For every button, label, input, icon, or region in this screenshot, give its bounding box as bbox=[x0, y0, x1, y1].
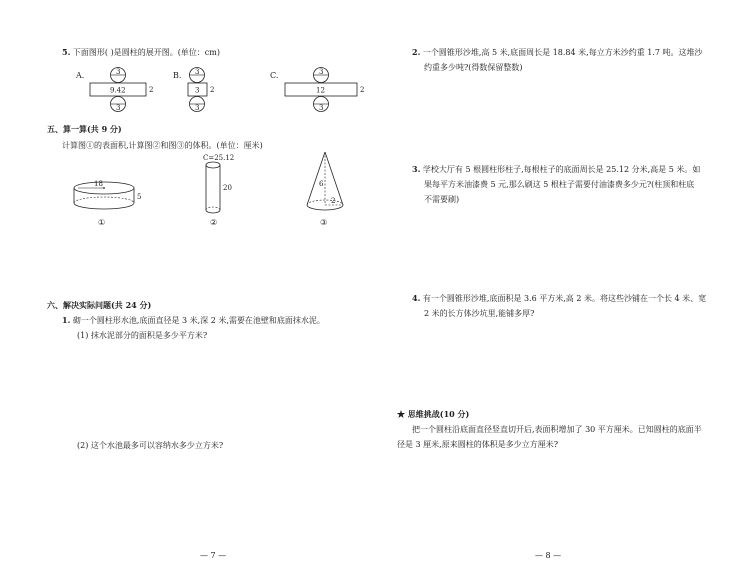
figure-1-caption: ① bbox=[98, 218, 106, 227]
figure-3-caption: ③ bbox=[320, 218, 328, 227]
option-b-bottom-radius: 3 bbox=[195, 104, 200, 112]
challenge-line-2: 径是 3 厘米,原来圆柱的体积是多少立方厘米? bbox=[397, 440, 559, 449]
question-5 bbox=[62, 47, 220, 58]
section-5-text: 计算图①的表面积,计算图②和图③的体积。(单位：厘米) bbox=[62, 141, 263, 150]
question-3-line-2: 果每平方米油漆费 5 元,那么刷这 5 根柱子需要付油漆费多少元?(柱顶和柱底 bbox=[424, 180, 695, 189]
question-text-line: 学校大厅有 5 根圆柱形柱子,每根柱子的底面周长是 25.12 分米,高是 5 米。如 bbox=[422, 165, 701, 174]
option-a-bottom-radius: 3 bbox=[116, 104, 121, 112]
question-text-line: 有一个圆锥形沙堆,底面积是 3.6 平方米,高 2 米。将这些沙铺在一个长 4 米、宽 bbox=[422, 294, 707, 303]
option-b-rect-width: 2 bbox=[210, 86, 215, 94]
question-2 bbox=[412, 47, 703, 58]
section-5-title: 五、算一算(共 9 分) bbox=[47, 124, 122, 134]
option-c-label: C. bbox=[270, 71, 279, 80]
option-a-net bbox=[85, 67, 155, 115]
star-icon: ★ bbox=[397, 409, 405, 419]
figure-2-circumference-label: C=25.12 bbox=[203, 154, 235, 162]
figure-3-cone bbox=[300, 150, 350, 216]
question-1 bbox=[62, 315, 325, 326]
option-b-label: B. bbox=[173, 71, 182, 80]
question-number: 5. bbox=[62, 47, 71, 57]
question-1-part-2: (2) 这个水池最多可以容纳水多少立方米? bbox=[77, 441, 224, 450]
question-2-line-2: 约重多少吨?(得数保留整数) bbox=[424, 63, 523, 72]
figure-2-cylinder bbox=[200, 160, 236, 216]
page-number-right: — 8 — bbox=[535, 551, 562, 560]
question-4 bbox=[412, 293, 706, 304]
section-6-title: 六、解决实际问题(共 24 分) bbox=[47, 300, 152, 310]
figure-3-radius-label: 2 bbox=[331, 197, 336, 205]
figure-2-caption: ② bbox=[210, 218, 218, 227]
figure-1-diameter-label: 18 bbox=[94, 180, 103, 188]
option-a-label: A. bbox=[76, 71, 85, 80]
question-text: 下面图形( )是圆柱的展开图。(单位：cm) bbox=[72, 48, 220, 57]
question-1-part-1: (1) 抹水泥部分的面积是多少平方米? bbox=[77, 331, 208, 340]
question-number: 2. bbox=[412, 47, 421, 57]
option-c-rect-width: 2 bbox=[360, 86, 365, 94]
question-number: 4. bbox=[412, 293, 421, 303]
question-3 bbox=[412, 164, 700, 175]
question-number: 3. bbox=[412, 164, 421, 174]
question-text: 砌一个圆柱形水池,底面直径是 3 米,深 2 米,需要在池壁和底面抹水泥。 bbox=[72, 316, 325, 325]
option-a-rect-length: 9.42 bbox=[110, 86, 126, 95]
option-b-net bbox=[183, 67, 223, 115]
figure-2-height-label: 20 bbox=[223, 184, 232, 192]
option-a-rect-width: 2 bbox=[149, 86, 154, 94]
question-3-line-3: 不需要刷) bbox=[424, 195, 460, 204]
question-4-line-2: 2 米的长方体沙坑里,能铺多厚? bbox=[424, 309, 535, 318]
question-text-line: 一个圆锥形沙堆,高 5 米,底面周长是 18.84 米,每立方米沙约重 1.7 吨。这堆沙 bbox=[422, 48, 703, 57]
option-c-net bbox=[280, 67, 370, 115]
question-number: 1. bbox=[62, 315, 71, 325]
option-b-top-radius: 3 bbox=[195, 68, 200, 76]
page-number-left: — 7 — bbox=[200, 551, 227, 560]
figure-3-height-label: 6 bbox=[319, 180, 324, 188]
challenge-title bbox=[397, 409, 469, 420]
option-c-bottom-radius: 3 bbox=[319, 104, 324, 112]
figure-1-cylinder bbox=[68, 178, 148, 218]
option-a-top-radius: 3 bbox=[116, 68, 121, 76]
challenge-line-1: 把一个圆柱沿底面直径竖直切开后,表面积增加了 30 平方厘米。已知圆柱的底面半 bbox=[412, 425, 702, 434]
option-b-rect-length: 3 bbox=[195, 86, 200, 95]
challenge-title-text: 思维挑战(10 分) bbox=[407, 409, 470, 419]
option-c-rect-length: 12 bbox=[316, 86, 325, 95]
option-c-top-radius: 3 bbox=[319, 68, 324, 76]
figure-1-height-label: 5 bbox=[137, 193, 142, 201]
